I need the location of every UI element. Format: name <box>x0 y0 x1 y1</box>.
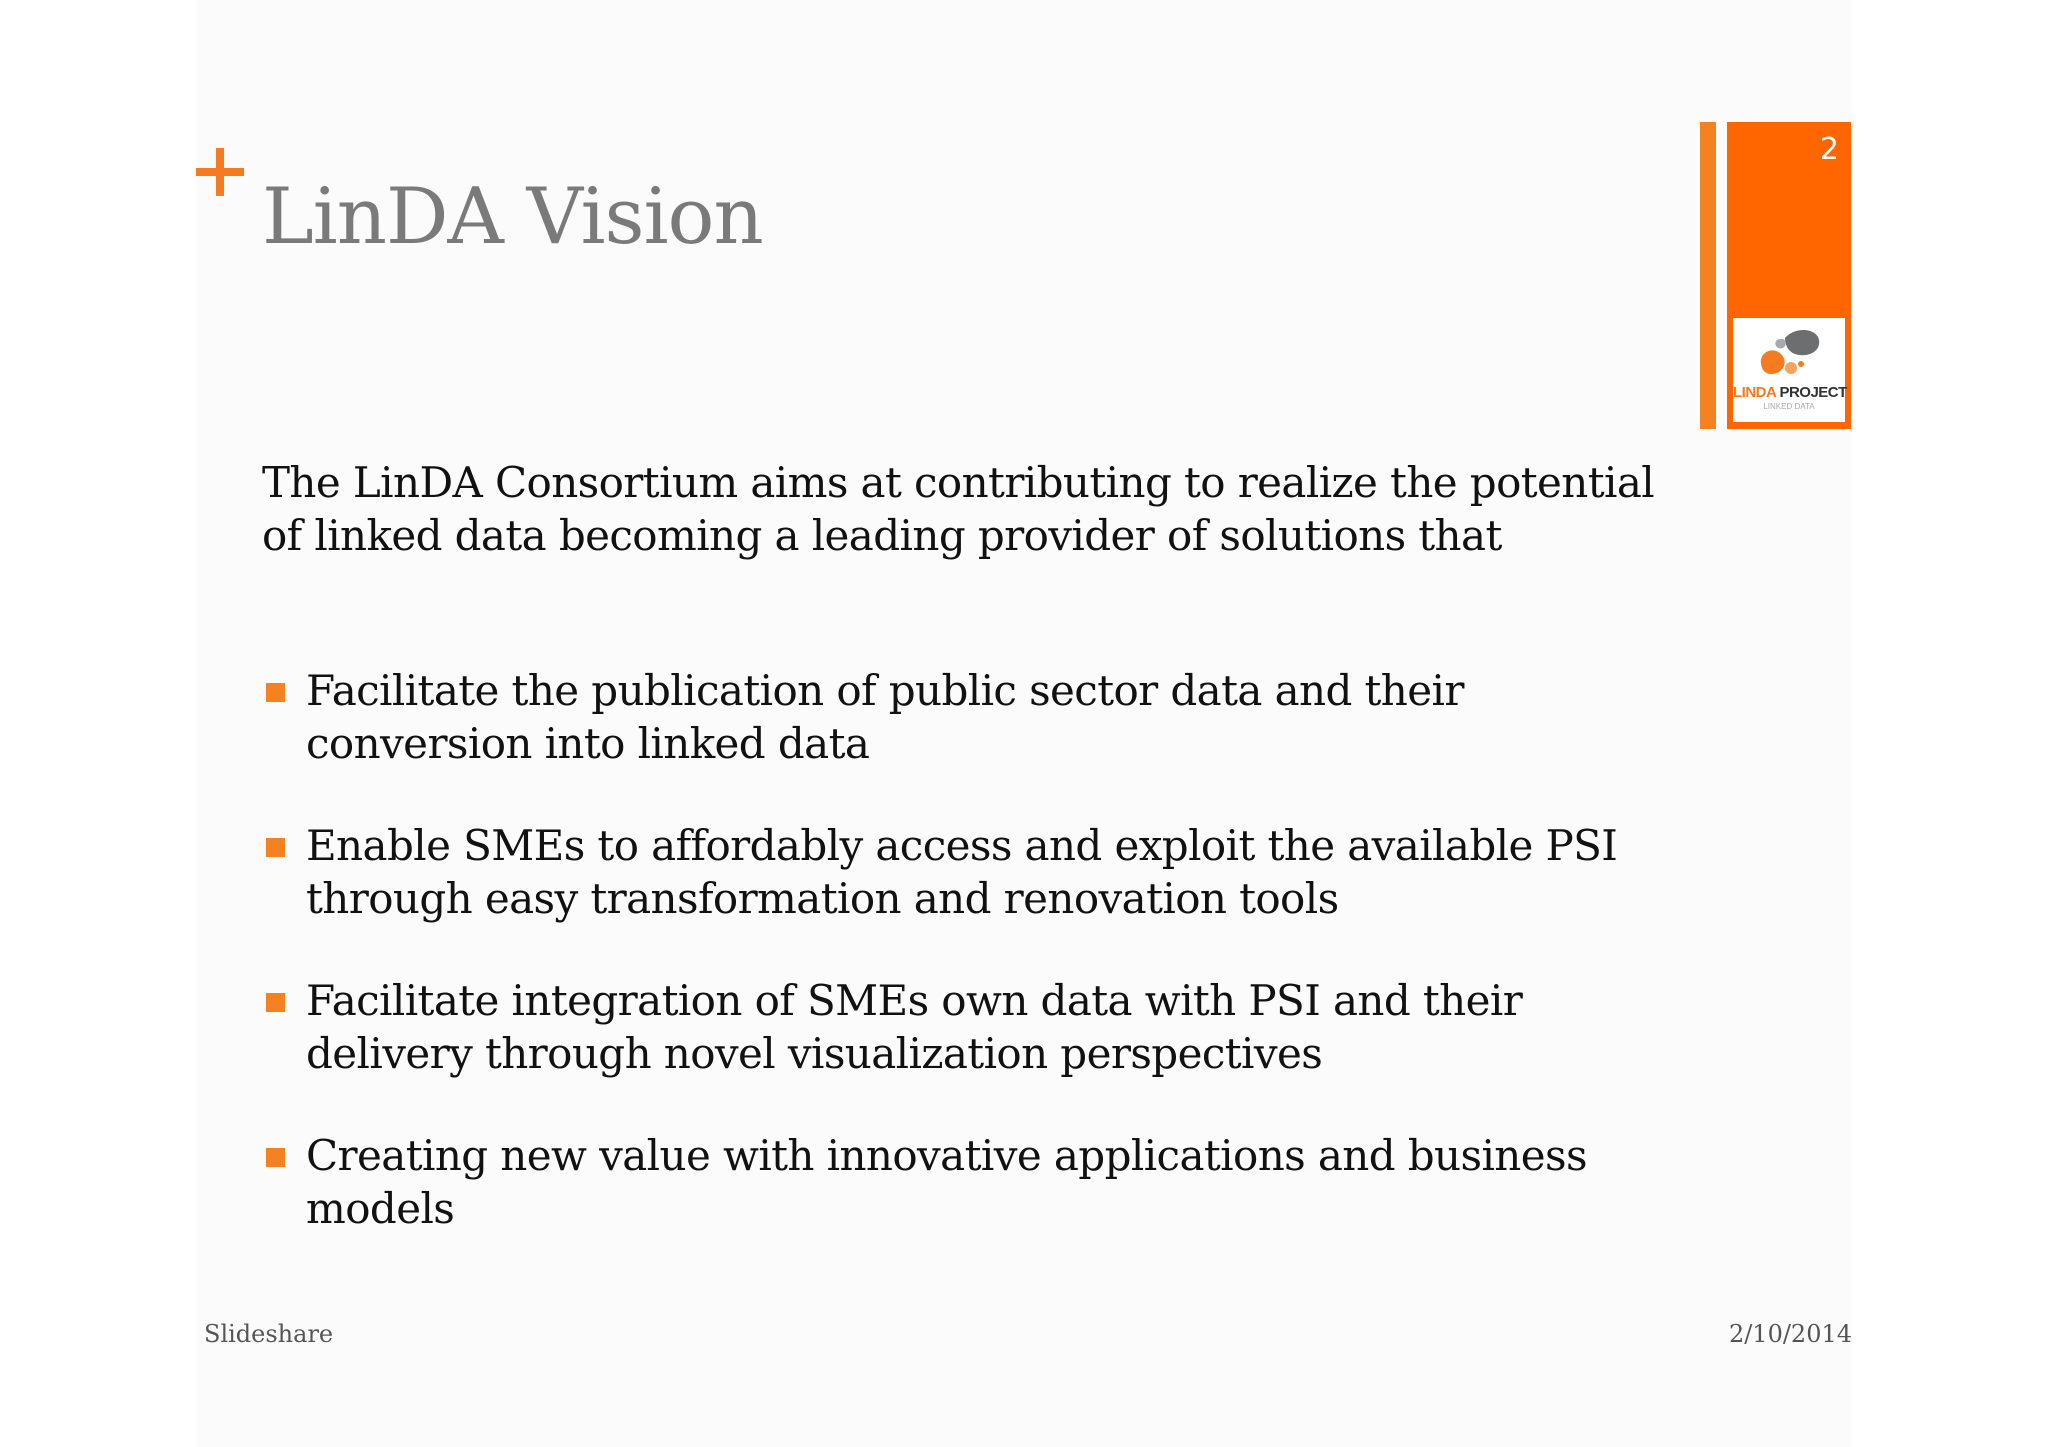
logo-title: LINDA PROJECT <box>1733 384 1847 401</box>
square-bullet-icon <box>266 838 285 857</box>
footer-date: 2/10/2014 <box>1728 1320 1852 1348</box>
bullet-item: Enable SMEs to affordably access and exploit the available PSI through easy transformation and renovation tools <box>262 819 1682 925</box>
linda-project-logo <box>1733 318 1845 422</box>
square-bullet-icon <box>266 683 285 702</box>
square-bullet-icon <box>266 1148 285 1167</box>
accent-bar <box>1700 122 1716 429</box>
plus-icon <box>196 148 244 196</box>
square-bullet-icon <box>266 993 285 1012</box>
bullet-item: Facilitate integration of SMEs own data with PSI and their delivery through novel visualization perspectives <box>262 974 1682 1080</box>
bullet-list <box>262 664 1682 1284</box>
logo-subtitle: LINKED DATA <box>1763 402 1815 411</box>
footer-source: Slideshare <box>204 1320 334 1348</box>
bullet-item: Facilitate the publication of public sector data and their conversion into linked data <box>262 664 1682 770</box>
bullet-item: Creating new value with innovative applications and business models <box>262 1129 1682 1235</box>
intro-paragraph: The LinDA Consortium aims at contributing to realize the potential of linked data becoming a leading provider of solutions that <box>262 458 1655 560</box>
page-number: 2 <box>1819 132 1839 167</box>
page-number-panel <box>1727 122 1851 429</box>
linda-logo-icon <box>1755 324 1823 380</box>
slide-title: LinDA Vision <box>262 172 763 262</box>
